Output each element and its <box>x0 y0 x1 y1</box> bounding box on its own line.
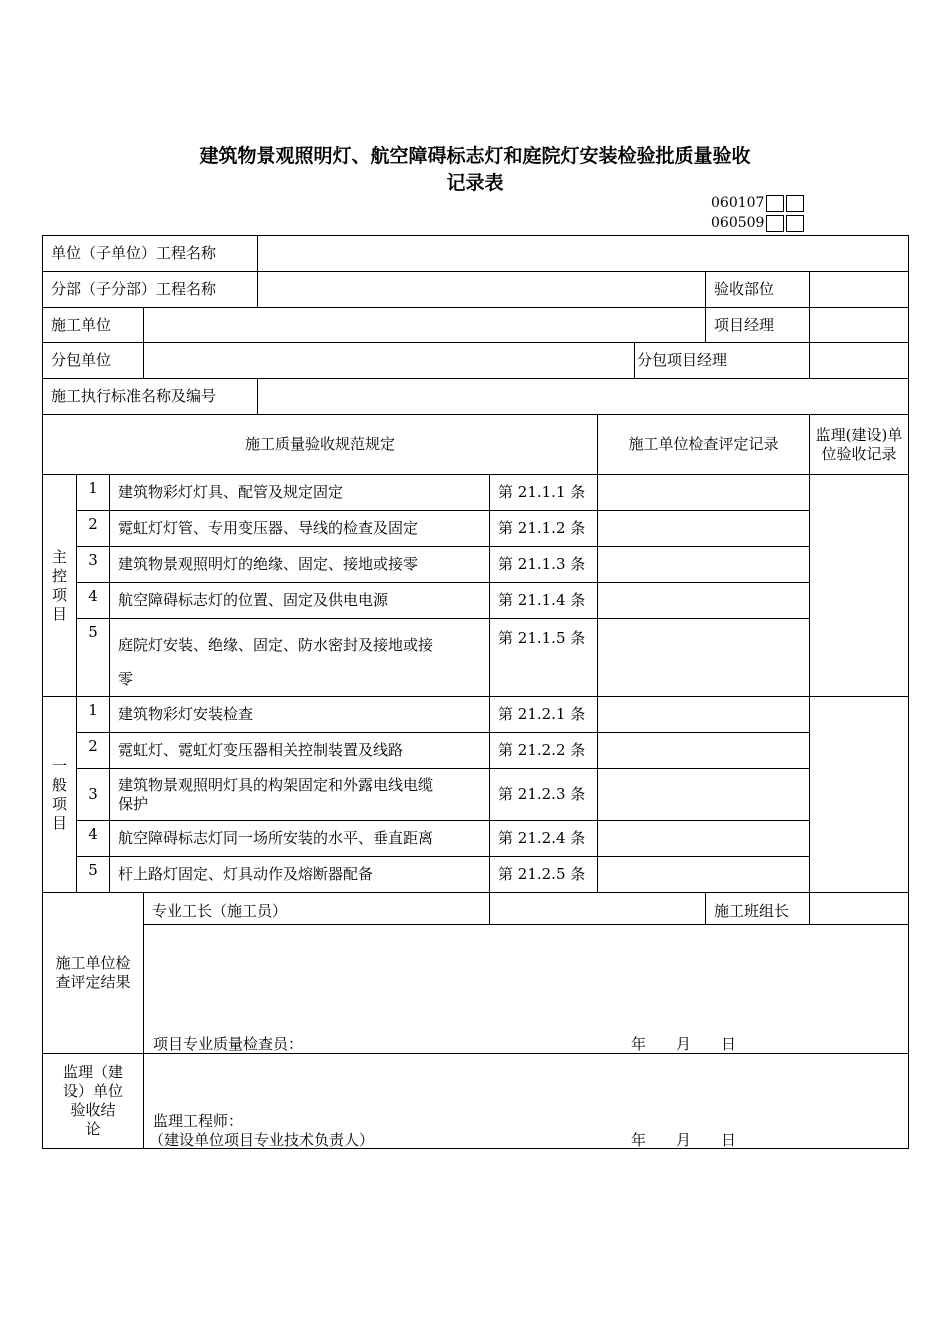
project-manager-field[interactable] <box>810 308 909 343</box>
supervisor-record-column-header: 监理(建设)单位验收记录 <box>810 415 909 475</box>
item-number: 5 <box>77 619 110 697</box>
supervisor-record-cell[interactable] <box>810 697 909 893</box>
item-number: 5 <box>77 857 110 893</box>
item-number: 3 <box>77 769 110 821</box>
table-row <box>43 547 909 583</box>
sub-project-label: 分部（子分部）工程名称 <box>43 272 258 308</box>
team-leader-label: 施工班组长 <box>706 893 810 925</box>
result-sign-area[interactable] <box>144 925 909 1054</box>
item-clause: 第 21.1.4 条 <box>490 583 598 619</box>
code-box[interactable] <box>786 215 804 232</box>
conclusion-sign-area[interactable] <box>144 1054 909 1149</box>
check-record-cell[interactable] <box>598 769 810 821</box>
item-number: 2 <box>77 733 110 769</box>
item-description: 建筑物彩灯安装检查 <box>110 697 490 733</box>
item-clause: 第 21.1.2 条 <box>490 511 598 547</box>
table-row <box>43 769 909 821</box>
unit-project-field[interactable] <box>258 236 909 272</box>
standard-field[interactable] <box>258 379 909 415</box>
item-clause: 第 21.1.3 条 <box>490 547 598 583</box>
acceptance-part-field[interactable] <box>810 272 909 308</box>
result-date: 年 月 日 <box>631 1035 737 1053</box>
unit-project-label: 单位（子单位）工程名称 <box>43 236 258 272</box>
item-description: 航空障碍标志灯的位置、固定及供电电源 <box>110 583 490 619</box>
foreman-field[interactable] <box>490 893 706 925</box>
subcontract-manager-field[interactable] <box>810 343 909 379</box>
subcontract-manager-label: 分包项目经理 <box>635 343 810 379</box>
check-record-cell[interactable] <box>598 583 810 619</box>
item-clause: 第 21.1.1 条 <box>490 475 598 511</box>
foreman-label: 专业工长（施工员） <box>144 893 490 925</box>
check-record-cell[interactable] <box>598 733 810 769</box>
table-row <box>43 583 909 619</box>
code-box[interactable] <box>766 215 784 232</box>
main-items-label: 主控项目 <box>43 475 77 697</box>
code-box[interactable] <box>786 195 804 212</box>
item-clause: 第 21.2.1 条 <box>490 697 598 733</box>
owner-tech-label: （建设单位项目专业技术负责人） <box>149 1131 375 1149</box>
check-record-cell[interactable] <box>598 511 810 547</box>
table-row <box>43 857 909 893</box>
check-record-cell[interactable] <box>598 475 810 511</box>
form-codes <box>711 193 804 233</box>
construction-unit-field[interactable] <box>144 308 706 343</box>
form-code: 060107 <box>711 195 765 211</box>
inspection-table <box>42 235 909 1149</box>
item-number: 1 <box>77 475 110 511</box>
subcontract-unit-label: 分包单位 <box>43 343 144 379</box>
item-number: 3 <box>77 547 110 583</box>
item-description: 航空障碍标志灯同一场所安装的水平、垂直距离 <box>110 821 490 857</box>
check-record-cell[interactable] <box>598 619 810 697</box>
check-record-cell[interactable] <box>598 821 810 857</box>
construction-unit-label: 施工单位 <box>43 308 144 343</box>
item-description: 建筑物彩灯灯具、配管及规定固定 <box>110 475 490 511</box>
item-number: 1 <box>77 697 110 733</box>
item-clause: 第 21.2.3 条 <box>490 769 598 821</box>
spec-column-header: 施工质量验收规范规定 <box>43 415 598 475</box>
check-record-cell[interactable] <box>598 697 810 733</box>
team-leader-field[interactable] <box>810 893 909 925</box>
sub-project-field[interactable] <box>258 272 706 308</box>
general-items-label: 一般项目 <box>43 697 77 893</box>
check-record-column-header: 施工单位检查评定记录 <box>598 415 810 475</box>
item-description: 杆上路灯固定、灯具动作及熔断器配备 <box>110 857 490 893</box>
inspector-label: 项目专业质量检查员： <box>153 1035 304 1053</box>
conclusion-label: 监理（建设）单位验收结 论 <box>43 1054 144 1149</box>
item-description: 霓虹灯灯管、专用变压器、导线的检查及固定 <box>110 511 490 547</box>
conclusion-date: 年 月 日 <box>631 1131 737 1149</box>
engineer-label: 监理工程师： <box>153 1112 244 1130</box>
item-description: 建筑物景观照明灯的绝缘、固定、接地或接零 <box>110 547 490 583</box>
item-clause: 第 21.2.5 条 <box>490 857 598 893</box>
page-title-line2: 记录表 <box>446 172 504 194</box>
item-number: 2 <box>77 511 110 547</box>
page-title: 建筑物景观照明灯、航空障碍标志灯和庭院灯安装检验批质量验收 <box>199 145 751 167</box>
subcontract-unit-field[interactable] <box>144 343 635 379</box>
standard-label: 施工执行标准名称及编号 <box>43 379 258 415</box>
item-number: 4 <box>77 583 110 619</box>
project-manager-label: 项目经理 <box>706 308 810 343</box>
item-number: 4 <box>77 821 110 857</box>
supervisor-record-cell[interactable] <box>810 475 909 697</box>
form-code: 060509 <box>711 215 765 231</box>
code-row <box>711 213 804 233</box>
acceptance-part-label: 验收部位 <box>706 272 810 308</box>
item-clause: 第 21.2.4 条 <box>490 821 598 857</box>
item-clause: 第 21.2.2 条 <box>490 733 598 769</box>
item-description: 建筑物景观照明灯具的构架固定和外露电线电缆 保护 <box>110 769 490 821</box>
item-description: 庭院灯安装、绝缘、固定、防水密封及接地或接 零 <box>110 619 490 697</box>
check-record-cell[interactable] <box>598 857 810 893</box>
table-row <box>43 475 909 511</box>
item-clause: 第 21.1.5 条 <box>490 619 598 697</box>
code-box[interactable] <box>766 195 784 212</box>
result-label: 施工单位检查评定结果 <box>43 893 144 1054</box>
item-description: 霓虹灯、霓虹灯变压器相关控制装置及线路 <box>110 733 490 769</box>
check-record-cell[interactable] <box>598 547 810 583</box>
table-row <box>43 619 909 697</box>
table-row <box>43 821 909 857</box>
table-row <box>43 733 909 769</box>
table-row <box>43 511 909 547</box>
code-row <box>711 193 804 213</box>
table-row <box>43 697 909 733</box>
